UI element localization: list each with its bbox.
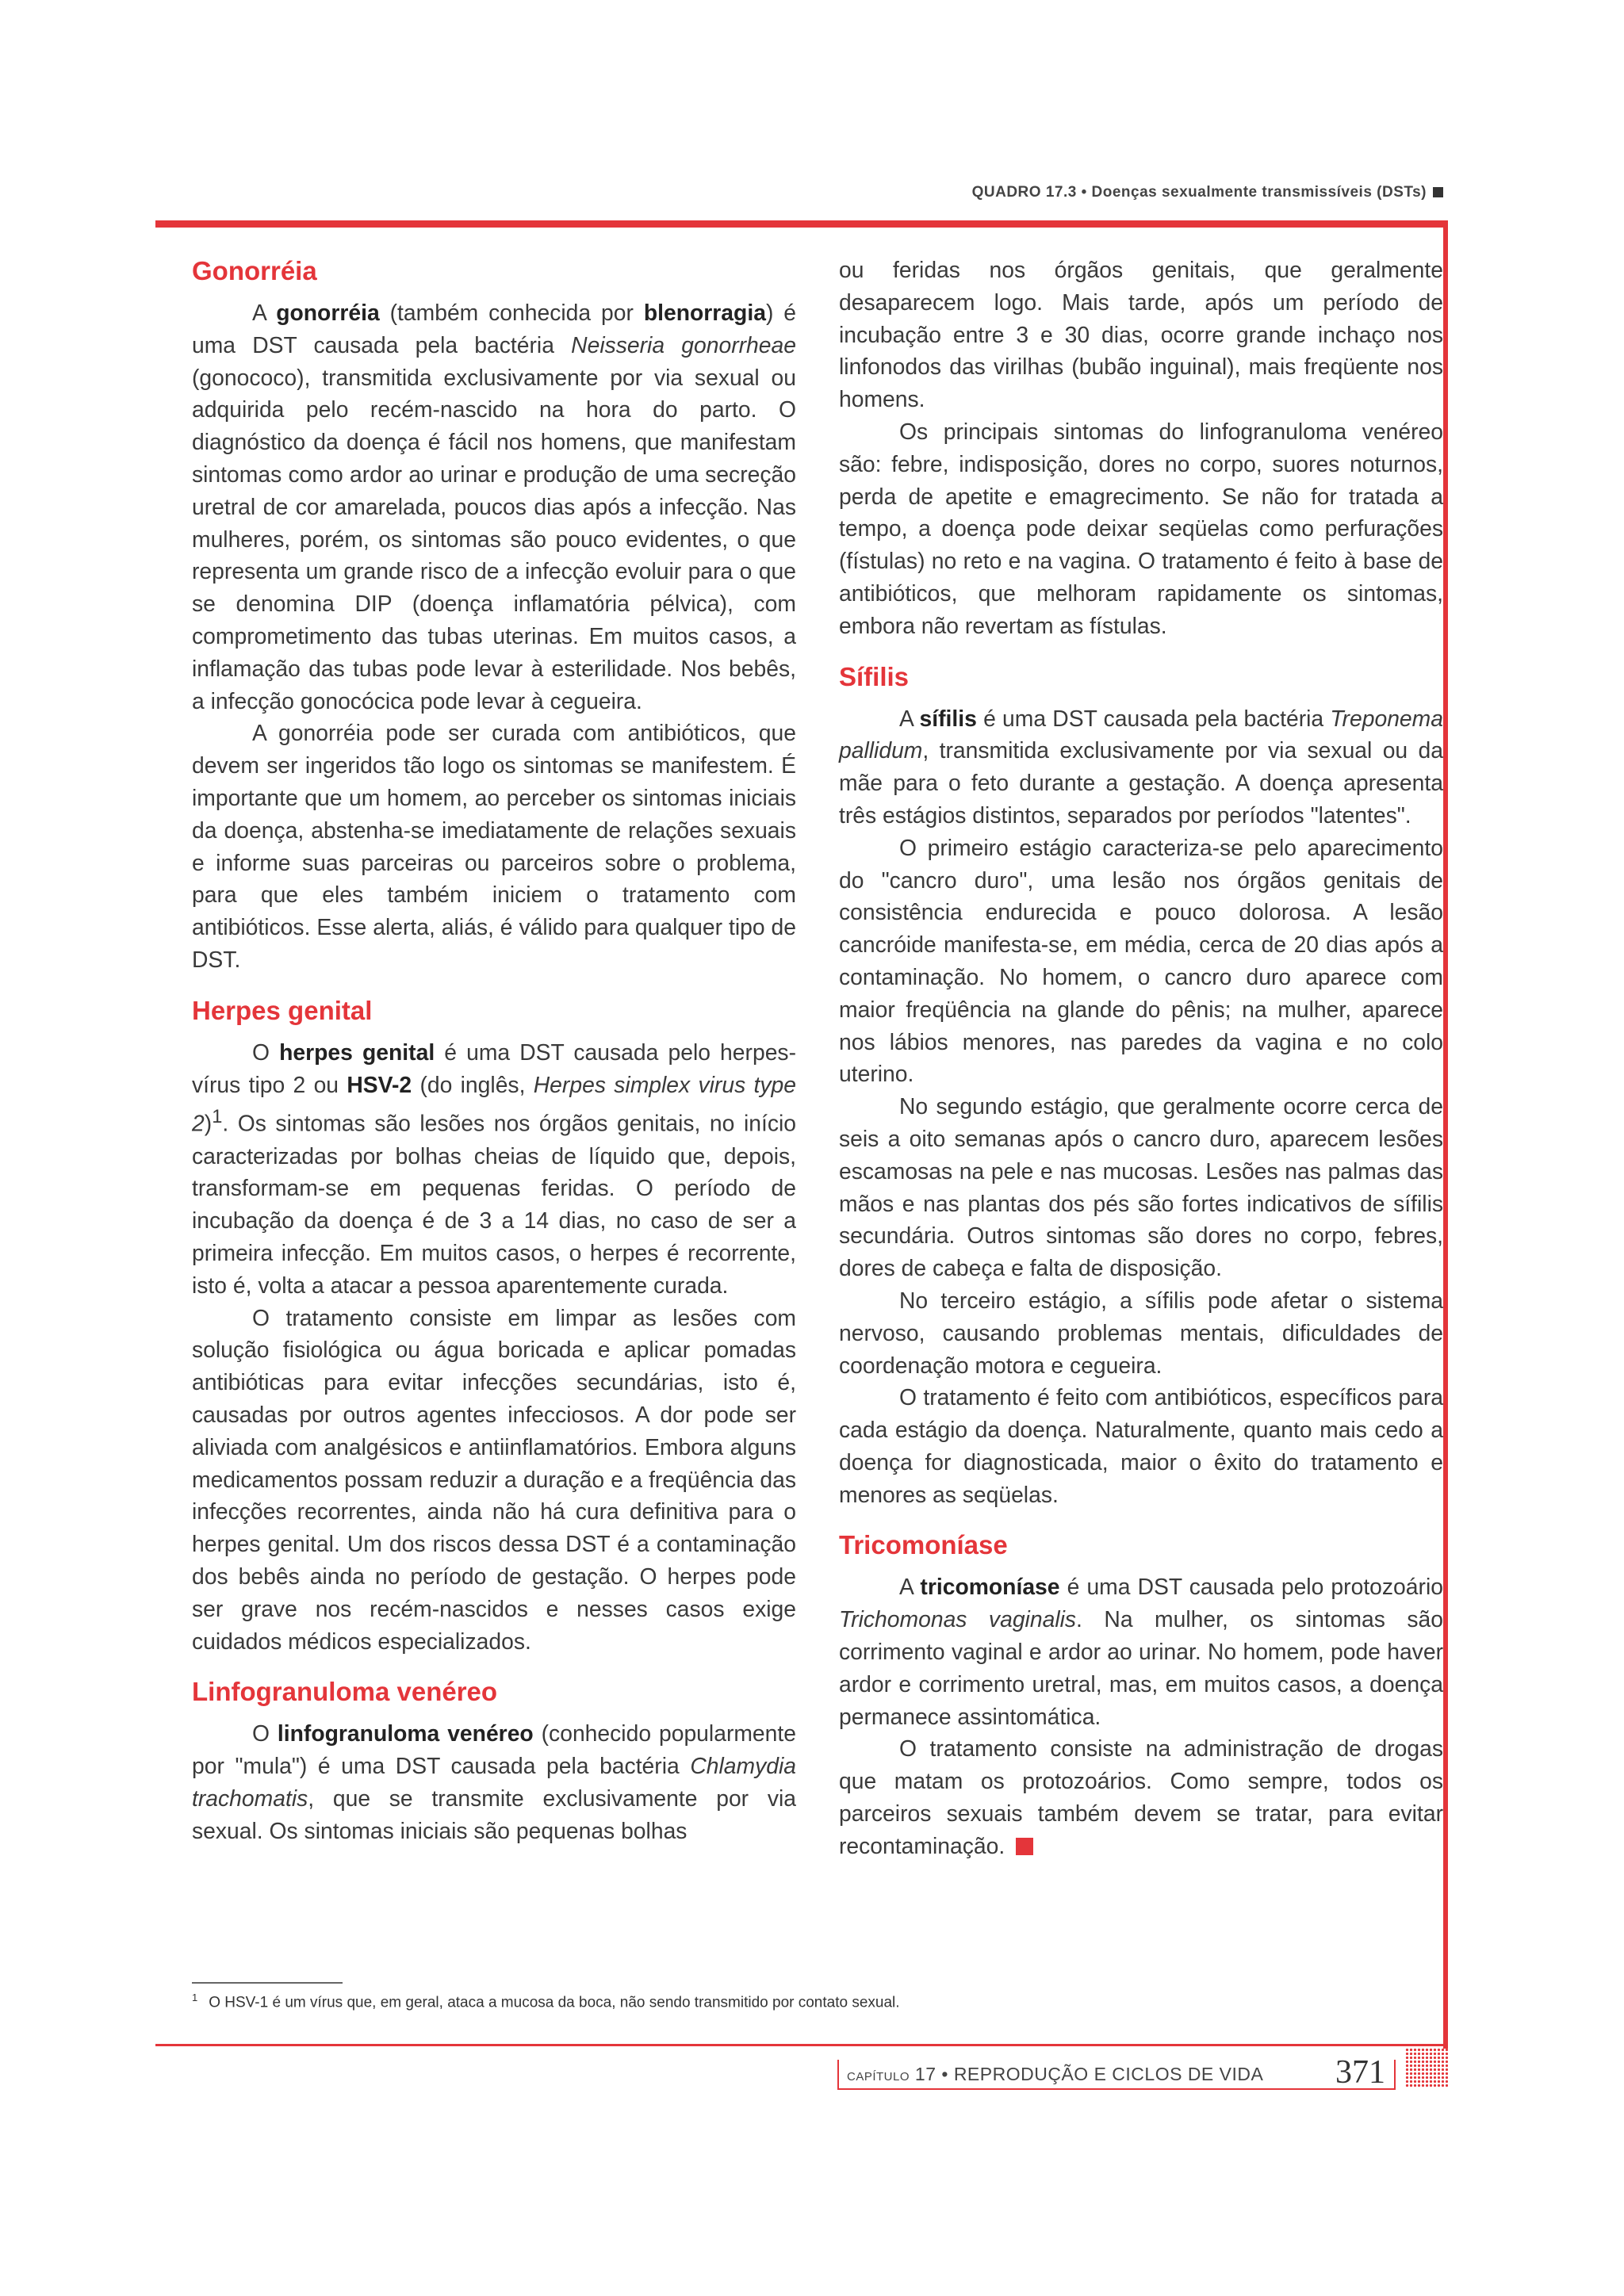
- running-header: QUADRO 17.3 • Doenças sexualmente transmissíveis (DSTs): [972, 184, 1443, 201]
- herpes-paragraph-1: O herpes genital é uma DST causada pelo herpes-vírus tipo 2 ou HSV-2 (do inglês, Herpes simplex virus type 2)$^1$. Os sintomas são lesões nos órgãos genitais, no início caracterizadas por bolhas cheias de líquido que, depois, transformam-se em pequenas feridas. O período de incubação da doença é de 3 a 14 dias, no caso de ser a primeira infecção. Em muitos casos, o herpes é recorrente, isto é, volta a atacar a pessoa aparentemente curada.: [192, 1039, 797, 1298]
- linfogranuloma-paragraph-2: Os principais sintomas do linfogranuloma venéreo são: febre, indisposição, dores no corpo, suores noturnos, perda de apetite e emagrecimento. Se não for tratada a tempo, a doença pode deixar seqüelas como perfurações (fístulas) no reto e na vagina. O tratamento é feito à base de antibióticos, que melhoram rapidamente os sintomas, embora não revertam as fístulas.: [839, 418, 1443, 638]
- header-square-icon: [1433, 187, 1443, 197]
- right-red-rule: [1443, 220, 1448, 2049]
- tricomoniase-paragraph-2: O tratamento consiste na administração de drogas que matam os protozoários. Como sempre, todos os parceiros sexuais também devem se tratar, para evitar recontaminação.: [839, 1735, 1443, 1858]
- section-title-sifilis: Sífilis: [839, 661, 910, 691]
- sifilis-paragraph-5: O tratamento é feito com antibióticos, específicos para cada estágio da doença. Naturalmente, quanto mais cedo a doença for diagnosticada, maior o êxito do tratamento e menores as seqüelas.: [839, 1384, 1443, 1507]
- top-red-rule: [155, 220, 1448, 228]
- linfogranuloma-paragraph-1: O linfogranuloma venéreo (conhecido popularmente por "mula") é uma DST causada pela bactéria Chlamydia trachomatis, que se transmite exclusivamente por via sexual. Os sintomas iniciais são pequenas bolhas: [192, 1720, 797, 1843]
- footnote: $^1$ O HSV-1 é um vírus que, em geral, ataca a mucosa da boca, não sendo transmitido por contato sexual.: [192, 1992, 900, 2011]
- section-title-tricomoniase: Tricomoníase: [839, 1530, 1008, 1560]
- left-column: [192, 254, 796, 1846]
- sifilis-paragraph-2: O primeiro estágio caracteriza-se pelo aparecimento do "cancro duro", uma lesão nos órgãos genitais de consistência endurecida e pouco dolorosa. A lesão cancróide manifesta-se, em média, cerca de 20 dias após a contaminação. No homem, o cancro duro aparece com maior freqüência na glande do pênis; na mulher, aparece nos lábios menores, nas paredes da vagina e no colo uterino.: [839, 834, 1443, 1087]
- footnote-rule: [192, 1982, 343, 1984]
- sifilis-paragraph-1: A sífilis é uma DST causada pela bactéria Treponema pallidum, transmitida exclusivamente por via sexual ou da mãe para o feto durante a gestação. A doença apresenta três estágios distintos, separados por períodos "latentes".: [839, 705, 1443, 828]
- section-title-linfogranuloma: Linfogranuloma venéreo: [192, 1677, 498, 1707]
- gonorreia-paragraph-2: A gonorréia pode ser curada com antibióticos, que devem ser ingeridos tão logo os sintomas se manifestem. É importante que um homem, ao perceber os sintomas iniciais da doença, abstenha-se imediatamente de relações sexuais e informe suas parceiras ou parceiros sobre o problema, para que eles também iniciem o tratamento com antibióticos. Esse alerta, aliás, é válido para qualquer tipo de DST.: [192, 720, 796, 972]
- end-square-icon: [1016, 1838, 1033, 1855]
- gonorreia-paragraph-1: A gonorréia (também conhecida por blenorragia) é uma DST causada pela bactéria Neisseria gonorrheae (gonococo), transmitida exclusivamente por via sexual ou adquirida pelo recém-nascido na hora do parto. O diagnóstico da doença é fácil nos homens, que manifestam sintomas como ardor ao urinar e produção de uma secreção uretral de cor amarelada, poucos dias após a infecção. Nas mulheres, porém, os sintomas são pouco evidentes, o que representa um grande risco de a infecção evoluir para o que se denomina DIP (doença inflamatória pélvica), com comprometimento das tubas uterinas. Em muitos casos, a inflamação das tubas pode levar à esterilidade. Nos bebês, a infecção gonocócica pode levar à cegueira.: [192, 300, 796, 714]
- bottom-red-rule: [155, 2044, 1448, 2046]
- footer-dot-pattern: [1405, 2048, 1448, 2087]
- footer-chapter-label: CAPÍTULO 17 • REPRODUÇÃO E CICLOS DE VIDA: [847, 2064, 1264, 2084]
- page-number: 371: [1335, 2054, 1385, 2091]
- section-title-gonorreia: Gonorréia: [192, 256, 317, 285]
- section-title-herpes: Herpes genital: [192, 995, 373, 1025]
- herpes-paragraph-2: O tratamento consiste em limpar as lesões com solução fisiológica ou água boricada e aplicar pomadas antibióticas para evitar infecções secundárias, isto é, causadas por outros agentes infecciosos. A dor pode ser aliviada com analgésicos e antiinflamatórios. Embora alguns medicamentos possam reduzir a duração e a freqüência das infecções recorrentes, ainda não há cura definitiva para o herpes genital. Um dos riscos dessa DST é a contaminação dos bebês ainda no período de gestação. O herpes pode ser grave nos recém-nascidos e nesses casos exige cuidados médicos especializados.: [192, 1304, 796, 1654]
- sifilis-paragraph-3: No segundo estágio, que geralmente ocorre cerca de seis a oito semanas após o cancro duro, aparecem lesões escamosas na pele e nas mucosas. Lesões nas palmas das mãos e nas plantas dos pés são fortes indicativos de sífilis secundária. Outros sintomas são dores no corpo, febres, dores de cabeça e falta de disposição.: [839, 1093, 1443, 1281]
- right-column: [839, 254, 1443, 1862]
- sifilis-paragraph-4: No terceiro estágio, a sífilis pode afetar o sistema nervoso, causando problemas mentais, dificuldades de coordenação motora e cegueira.: [839, 1287, 1443, 1378]
- linfogranuloma-paragraph-1-continued: ou feridas nos órgãos genitais, que geralmente desaparecem logo. Mais tarde, após um período de incubação entre 3 e 30 dias, ocorre grande inchaço nos linfonodos das virilhas (bubão inguinal), mais freqüente nos homens.: [839, 257, 1443, 412]
- tricomoniase-paragraph-1: A tricomoníase é uma DST causada pelo protozoário Trichomonas vaginalis. Na mulher, os sintomas são corrimento vaginal e ardor ao urinar. No homem, pode haver ardor e corrimento uretral, mas, em muitos casos, a doença permanece assintomática.: [839, 1574, 1444, 1729]
